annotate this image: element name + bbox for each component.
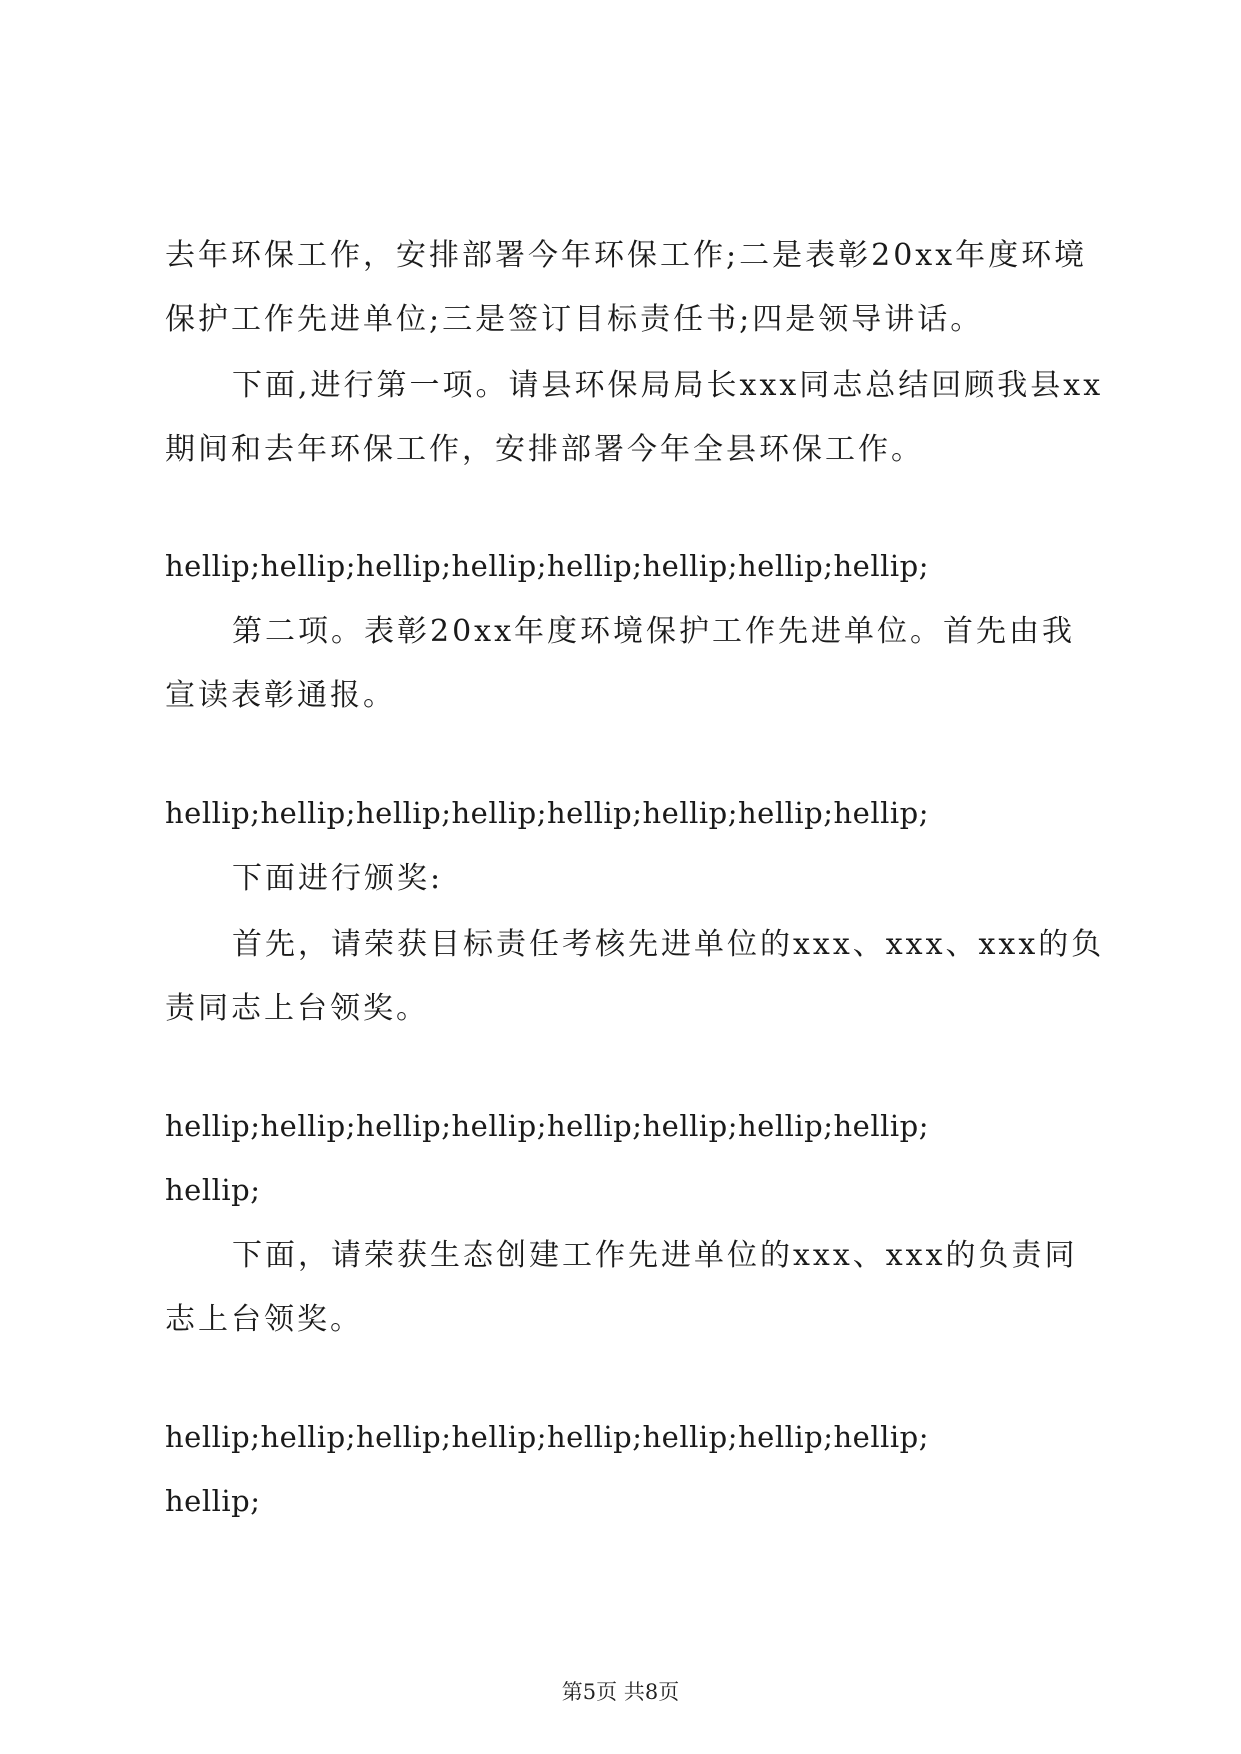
ellipsis-line: hellip;hellip;hellip;hellip;hellip;hellip;hellip;hellip; [165, 796, 929, 830]
body-text-line: 宣读表彰通报。 [165, 678, 396, 713]
body-text-line: 保护工作先进单位;三是签订目标责任书;四是领导讲话。 [165, 302, 984, 337]
body-text-line: 去年环保工作，安排部署今年环保工作;二是表彰20xx年度环境 [165, 238, 1088, 273]
body-text-line: 首先，请荣获目标责任考核先进单位的xxx、xxx、xxx的负 [232, 927, 1105, 962]
body-text-line: 志上台领奖。 [165, 1302, 363, 1337]
ellipsis-line: hellip;hellip;hellip;hellip;hellip;hellip;hellip;hellip; [165, 549, 929, 583]
ellipsis-line: hellip; [165, 1484, 261, 1518]
body-text-line: 下面,进行第一项。请县环保局局长xxx同志总结回顾我县xx [232, 368, 1104, 403]
body-text-line: 下面，请荣获生态创建工作先进单位的xxx、xxx的负责同 [232, 1238, 1078, 1273]
body-text-line: 下面进行颁奖: [232, 861, 444, 896]
body-text-line: 期间和去年环保工作，安排部署今年全县环保工作。 [165, 432, 924, 467]
ellipsis-line: hellip; [165, 1173, 261, 1207]
ellipsis-line: hellip;hellip;hellip;hellip;hellip;hellip;hellip;hellip; [165, 1420, 929, 1454]
body-text-line: 责同志上台领奖。 [165, 991, 429, 1026]
body-text-line: 第二项。表彰20xx年度环境保护工作先进单位。首先由我 [232, 614, 1076, 649]
page-number-footer: 第5页 共8页 [561, 1680, 680, 1704]
ellipsis-line: hellip;hellip;hellip;hellip;hellip;hellip;hellip;hellip; [165, 1109, 929, 1143]
